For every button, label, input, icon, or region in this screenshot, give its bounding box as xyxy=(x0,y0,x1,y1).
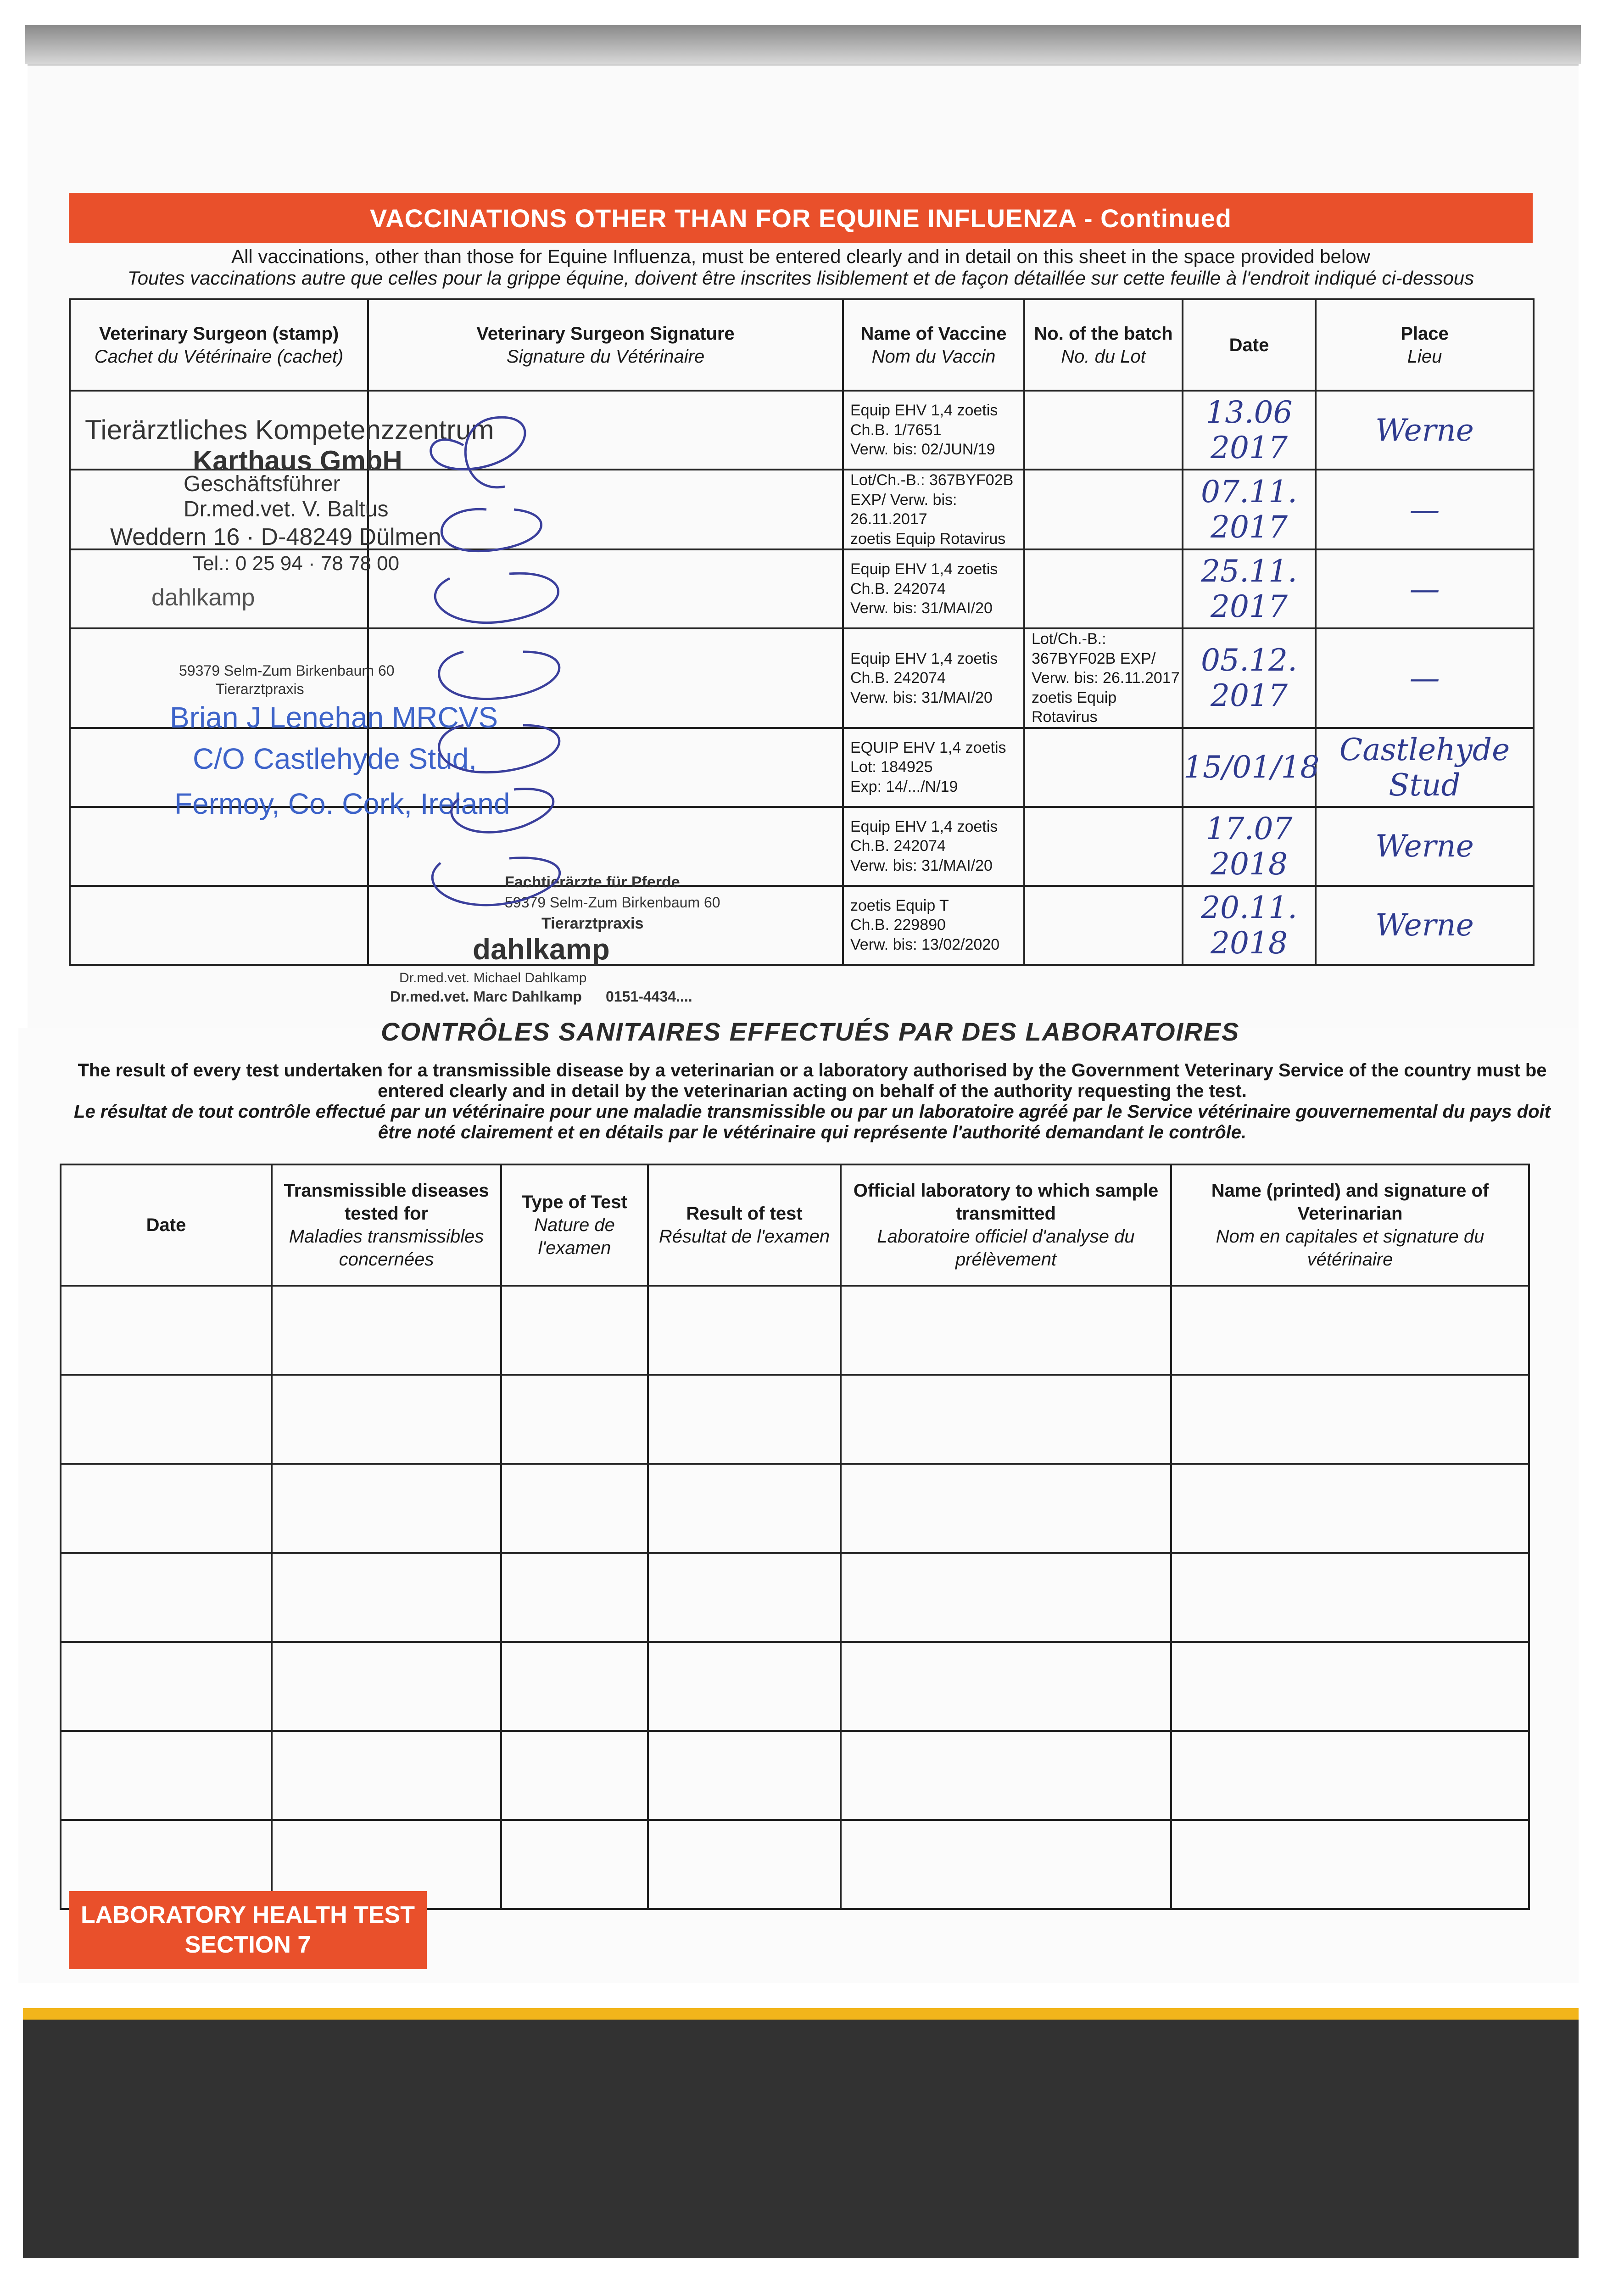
vaccine-label-line: Verw. bis: 31/MAI/20 xyxy=(850,599,993,617)
place-cell: — xyxy=(1316,628,1534,728)
practice-stamp-type-1: Tierarztpraxis xyxy=(216,681,304,697)
lab-cell xyxy=(272,1464,501,1553)
lab-cell xyxy=(841,1731,1171,1820)
lab-cell xyxy=(1171,1731,1529,1820)
col-header-stamp: Veterinary Surgeon (stamp) Cachet du Vétérinaire (cachet) xyxy=(70,299,368,391)
practice-stamp-type-2: Tierarztpraxis xyxy=(541,915,644,932)
practice-stamp-vet2: Dr.med.vet. Michael Dahlkamp xyxy=(399,970,587,985)
page-edge-shadow xyxy=(25,25,1581,64)
lab-cell xyxy=(648,1731,841,1820)
place-cell: — xyxy=(1316,549,1534,628)
vaccine-label-line: Equip EHV 1,4 zoetis xyxy=(850,560,998,578)
lab-cell xyxy=(61,1464,272,1553)
lab-row xyxy=(61,1375,1529,1464)
intro-text-en: All vaccinations, other than those for Equine Influenza, must be entered clearly and in detail on this sheet in the space provided below xyxy=(231,246,1370,267)
lab-col-diseases: Transmissible diseases tested for Maladies transmissibles concernées xyxy=(272,1164,501,1286)
section-label-line1: LABORATORY HEALTH TEST xyxy=(81,1902,415,1928)
practice-stamp-logo-2: dahlkamp xyxy=(473,933,610,966)
date-cell: 13.06 2017 xyxy=(1183,391,1316,470)
irish-stamp-address1: C/O Castlehyde Stud, xyxy=(193,742,477,775)
vaccination-header-row xyxy=(70,299,1534,391)
lab-cell xyxy=(501,1286,648,1375)
vaccine-label-line: Exp: 14/.../N/19 xyxy=(850,778,958,795)
lab-cell xyxy=(841,1553,1171,1642)
lab-cell xyxy=(648,1375,841,1464)
lab-col-result: Result of test Résultat de l'examen xyxy=(648,1164,841,1286)
section-label-line2: SECTION 7 xyxy=(184,1931,311,1958)
vaccine-label-line: Verw. bis: 02/JUN/19 xyxy=(850,441,995,459)
veterinarian-signature-scribbles xyxy=(395,404,615,973)
lab-cell xyxy=(1171,1286,1529,1375)
batch-cell xyxy=(1024,807,1183,886)
vaccine-label-line: Equip EHV 1,4 zoetis xyxy=(850,402,998,420)
vaccine-cell xyxy=(843,549,1024,628)
lab-test-table xyxy=(60,1164,1530,1910)
date-cell: 25.11. 2017 xyxy=(1183,549,1316,628)
lab-row xyxy=(61,1286,1529,1375)
bottom-dark-band xyxy=(23,2020,1579,2258)
section-label xyxy=(69,1891,427,1969)
vaccine-label-line: Lot: 184925 xyxy=(850,758,933,776)
lab-section-title: CONTRÔLES SANITAIRES EFFECTUÉS PAR DES LABORATOIRES xyxy=(381,1017,1240,1046)
vaccine-cell xyxy=(843,886,1024,965)
irish-stamp-address2: Fermoy, Co. Cork, Ireland xyxy=(174,787,510,820)
section-title: VACCINATIONS OTHER THAN FOR EQUINE INFLUENZA - Continued xyxy=(370,203,1232,233)
lab-cell xyxy=(501,1553,648,1642)
lab-cell xyxy=(501,1731,648,1820)
vaccine-label-line: Ch.B. 242074 xyxy=(850,580,946,598)
batch-label: Lot/Ch.-B.: 367BYF02B EXP/ Verw. bis: 26.11.2017 zoetis Equip Rotavirus xyxy=(1032,630,1180,726)
lab-cell xyxy=(61,1375,272,1464)
practice-stamp-address-2: 59379 Selm-Zum Birkenbaum 60 xyxy=(505,894,720,911)
lab-row xyxy=(61,1464,1529,1553)
vaccine-cell xyxy=(843,728,1024,807)
col-header-batch: No. of the batch No. du Lot xyxy=(1024,299,1183,391)
col-header-vaccine: Name of Vaccine Nom du Vaccin xyxy=(843,299,1024,391)
lab-cell xyxy=(1171,1375,1529,1464)
col-header-date: Date xyxy=(1183,299,1316,391)
lab-col-laboratory: Official laboratory to which sample transmitted Laboratoire officiel d'analyse du prélèvement xyxy=(841,1164,1171,1286)
lab-cell xyxy=(1171,1464,1529,1553)
practice-stamp-vet: Dr.med.vet. Marc Dahlkamp xyxy=(390,988,582,1005)
vaccine-label-line: EQUIP EHV 1,4 zoetis xyxy=(850,739,1006,756)
vaccine-label-line: Equip EHV 1,4 zoetis xyxy=(850,817,998,835)
col-header-signature: Veterinary Surgeon Signature Signature du Vétérinaire xyxy=(368,299,843,391)
practice-stamp-address-1: 59379 Selm-Zum Birkenbaum 60 xyxy=(179,662,395,679)
lab-cell xyxy=(1171,1820,1529,1909)
vaccine-label-line: Verw. bis: 13/02/2020 xyxy=(850,935,1000,953)
lab-cell xyxy=(648,1553,841,1642)
clinic-stamp-manager-name: Dr.med.vet. V. Baltus xyxy=(184,497,389,521)
lab-cell xyxy=(61,1286,272,1375)
date-cell: 15/01/18 xyxy=(1183,728,1316,807)
bottom-stripe xyxy=(23,2008,1579,2020)
vaccine-cell xyxy=(843,470,1024,549)
vaccine-label-line: Ch.B. 229890 xyxy=(850,916,946,934)
place-cell: Werne xyxy=(1316,391,1534,470)
lab-intro-fr: Le résultat de tout contrôle effectué par un vétérinaire pour une maladie transmissible ou par un laboratoire agréé par le Service vétérinaire gouvernemental du pays doit être noté clairement et en détails par le vétérinaire qui représente l'authorité demandant le contrôle. xyxy=(74,1102,1551,1142)
batch-cell xyxy=(1024,628,1183,728)
lab-cell xyxy=(61,1731,272,1820)
vaccination-table xyxy=(69,298,1535,966)
clinic-stamp-company: Karthaus GmbH xyxy=(193,445,402,476)
lab-cell xyxy=(61,1553,272,1642)
lab-col-type: Type of Test Nature de l'examen xyxy=(501,1164,648,1286)
date-cell: 07.11. 2017 xyxy=(1183,470,1316,549)
lab-cell xyxy=(1171,1553,1529,1642)
batch-cell xyxy=(1024,391,1183,470)
lab-cell xyxy=(841,1286,1171,1375)
vaccine-label-line: zoetis Equip T xyxy=(850,896,949,914)
vaccine-label-line: zoetis Equip Rotavirus xyxy=(850,530,1006,548)
irish-stamp-name: Brian J Lenehan MRCVS xyxy=(170,701,498,734)
lab-row xyxy=(61,1642,1529,1731)
lab-cell xyxy=(841,1375,1171,1464)
place-cell: Werne xyxy=(1316,886,1534,965)
vaccine-label-line: Ch.B. 1/7651 xyxy=(850,421,942,439)
lab-row xyxy=(61,1553,1529,1642)
lab-cell xyxy=(648,1820,841,1909)
clinic-stamp-manager-title: Geschäftsführer xyxy=(184,472,340,496)
practice-stamp-sub: Fachtierärzte für Pferde xyxy=(505,873,680,891)
lab-header-row xyxy=(61,1164,1529,1286)
place-cell: — xyxy=(1316,470,1534,549)
lab-cell xyxy=(501,1820,648,1909)
lab-cell xyxy=(841,1820,1171,1909)
vaccine-cell xyxy=(843,391,1024,470)
lab-cell xyxy=(648,1286,841,1375)
batch-cell xyxy=(1024,470,1183,549)
lab-cell xyxy=(501,1642,648,1731)
date-cell: 17.07 2018 xyxy=(1183,807,1316,886)
clinic-stamp-address: Weddern 16 · D-48249 Dülmen xyxy=(110,524,441,550)
vaccination-row xyxy=(70,886,1534,965)
lab-cell xyxy=(501,1375,648,1464)
lab-col-date: Date xyxy=(61,1164,272,1286)
lab-cell xyxy=(648,1642,841,1731)
batch-cell xyxy=(1024,886,1183,965)
clinic-stamp-name: Tierärztliches Kompetenzzentrum xyxy=(85,414,494,445)
lab-cell xyxy=(272,1553,501,1642)
lab-cell xyxy=(501,1464,648,1553)
date-cell: 20.11. 2018 xyxy=(1183,886,1316,965)
practice-stamp-logo-1: dahlkamp xyxy=(151,584,255,611)
vaccine-label-line: Equip EHV 1,4 zoetis xyxy=(850,649,998,667)
lab-row xyxy=(61,1731,1529,1820)
lab-cell xyxy=(648,1464,841,1553)
practice-stamp-phone: 0151-4434.... xyxy=(606,988,692,1005)
section-header-bar xyxy=(69,193,1533,243)
lab-cell xyxy=(272,1375,501,1464)
lab-intro-en: The result of every test undertaken for a transmissible disease by a veterinarian or a laboratory authorised by the Government Veterinary Service of the country must be entered clearly and in detail by the veterinarian acting on behalf of the authority requesting the test. xyxy=(78,1060,1547,1101)
date-cell: 05.12. 2017 xyxy=(1183,628,1316,728)
vaccine-cell xyxy=(843,628,1024,728)
lab-cell xyxy=(272,1642,501,1731)
vaccine-label-line: Verw. bis: 31/MAI/20 xyxy=(850,688,993,706)
stamp-cell xyxy=(70,886,368,965)
lab-col-veterinarian: Name (printed) and signature of Veterinarian Nom en capitales et signature du vétérinaire xyxy=(1171,1164,1529,1286)
lab-cell xyxy=(841,1642,1171,1731)
lab-cell xyxy=(272,1731,501,1820)
lab-cell xyxy=(61,1642,272,1731)
vaccine-cell xyxy=(843,807,1024,886)
clinic-stamp-phone: Tel.: 0 25 94 · 78 78 00 xyxy=(193,552,400,575)
batch-cell xyxy=(1024,728,1183,807)
lab-cell xyxy=(272,1286,501,1375)
place-cell: Werne xyxy=(1316,807,1534,886)
batch-cell xyxy=(1024,549,1183,628)
vaccine-label-line: EXP/ Verw. bis: 26.11.2017 xyxy=(850,491,957,528)
col-header-place: Place Lieu xyxy=(1316,299,1534,391)
vaccine-label-line: Verw. bis: 31/MAI/20 xyxy=(850,856,993,874)
vaccine-label-line: Ch.B. 242074 xyxy=(850,669,946,687)
lab-cell xyxy=(841,1464,1171,1553)
lab-cell xyxy=(1171,1642,1529,1731)
intro-text-fr: Toutes vaccinations autre que celles pour la grippe équine, doivent être inscrites lisiblement et de façon détaillée sur cette feuille à l'endroit indiqué ci-dessous xyxy=(127,267,1474,289)
place-cell: Castlehyde Stud xyxy=(1316,728,1534,807)
vaccine-label-line: Lot/Ch.-B.: 367BYF02B xyxy=(850,471,1014,489)
vaccine-label-line: Ch.B. 242074 xyxy=(850,837,946,855)
